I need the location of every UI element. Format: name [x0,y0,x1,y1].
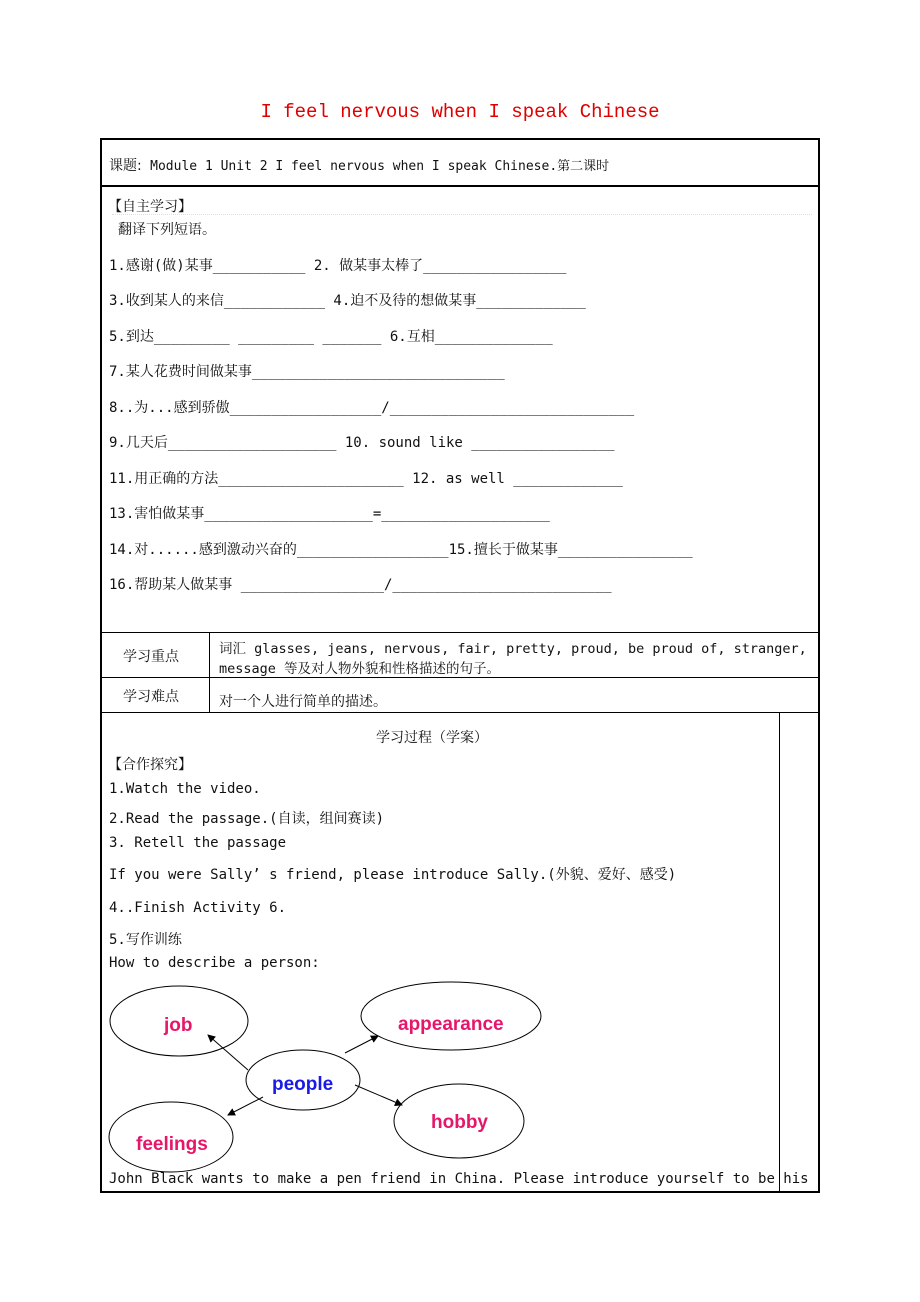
node-hobby: hobby [431,1112,488,1133]
node-job: job [164,1015,193,1036]
process-item: How to describe a person: [109,955,320,971]
difficulties-label: 学习难点 [123,689,179,705]
difficulties-value: 对一个人进行简单的描述。 [219,694,387,710]
key-points-label: 学习重点 [123,649,179,665]
arrow-to-job [208,1035,248,1070]
exercise-line: 3.收到某人的来信____________ 4.迫不及待的想做某事_____________ [109,293,586,309]
process-item: If you were Sally’ s friend, please introduce Sally.(外貌、爱好、感受) [109,867,677,883]
process-item: 4..Finish Activity 6. [109,900,287,916]
node-feelings: feelings [136,1134,208,1155]
node-appearance: appearance [398,1014,504,1035]
key-points-line: message 等及对人物外貌和性格描述的句子。 [219,661,501,677]
process-item: 3. Retell the passage [109,835,287,851]
exercise-line: 11.用正确的方法______________________ 12. as well _____________ [109,471,623,487]
document-title: I feel nervous when I speak Chinese [260,101,660,123]
process-subheading: 【合作探究】 [108,757,192,773]
arrow-to-appearance [345,1036,378,1053]
exercise-line: 16.帮助某人做某事 _________________/__________________________ [109,577,612,593]
process-heading: 学习过程（学案） [376,730,488,746]
exercise-line: 8..为...感到骄傲__________________/_____________________________ [109,400,635,416]
topic-value: Module 1 Unit 2 I feel nervous when I speak Chinese.第二课时 [150,159,610,174]
key-points-line: 词汇 glasses, jeans, nervous, fair, pretty, proud, be proud of, stranger, [219,641,807,657]
exercise-line: 14.对......感到激动兴奋的__________________15.擅长于做某事________________ [109,542,693,558]
exercise-line: 5.到达_________ _________ _______ 6.互相______________ [109,329,553,345]
exercise-line: 7.某人花费时间做某事______________________________ [109,364,505,380]
instruction: 翻译下列短语。 [118,222,216,238]
topic-label: 课题: [109,158,142,174]
arrow-to-hobby [355,1085,402,1105]
exercise-line: 1.感谢(做)某事___________ 2. 做某事太棒了_________________ [109,258,567,274]
exercise-line: 9.几天后____________________ 10. sound like _________________ [109,435,615,451]
process-item: 2.Read the passage.(自读，组间赛读) [109,811,385,827]
self-study-heading: 【自主学习】 [108,199,192,215]
arrow-to-feelings [228,1097,263,1115]
exercise-line: 13.害怕做某事____________________=____________________ [109,506,550,522]
process-item: 1.Watch the video. [109,781,261,797]
process-item: 5.写作训练 [109,932,182,948]
node-people: people [272,1074,334,1095]
writing-prompt: John Black wants to make a pen friend in China. Please introduce yourself to be his [109,1171,809,1187]
